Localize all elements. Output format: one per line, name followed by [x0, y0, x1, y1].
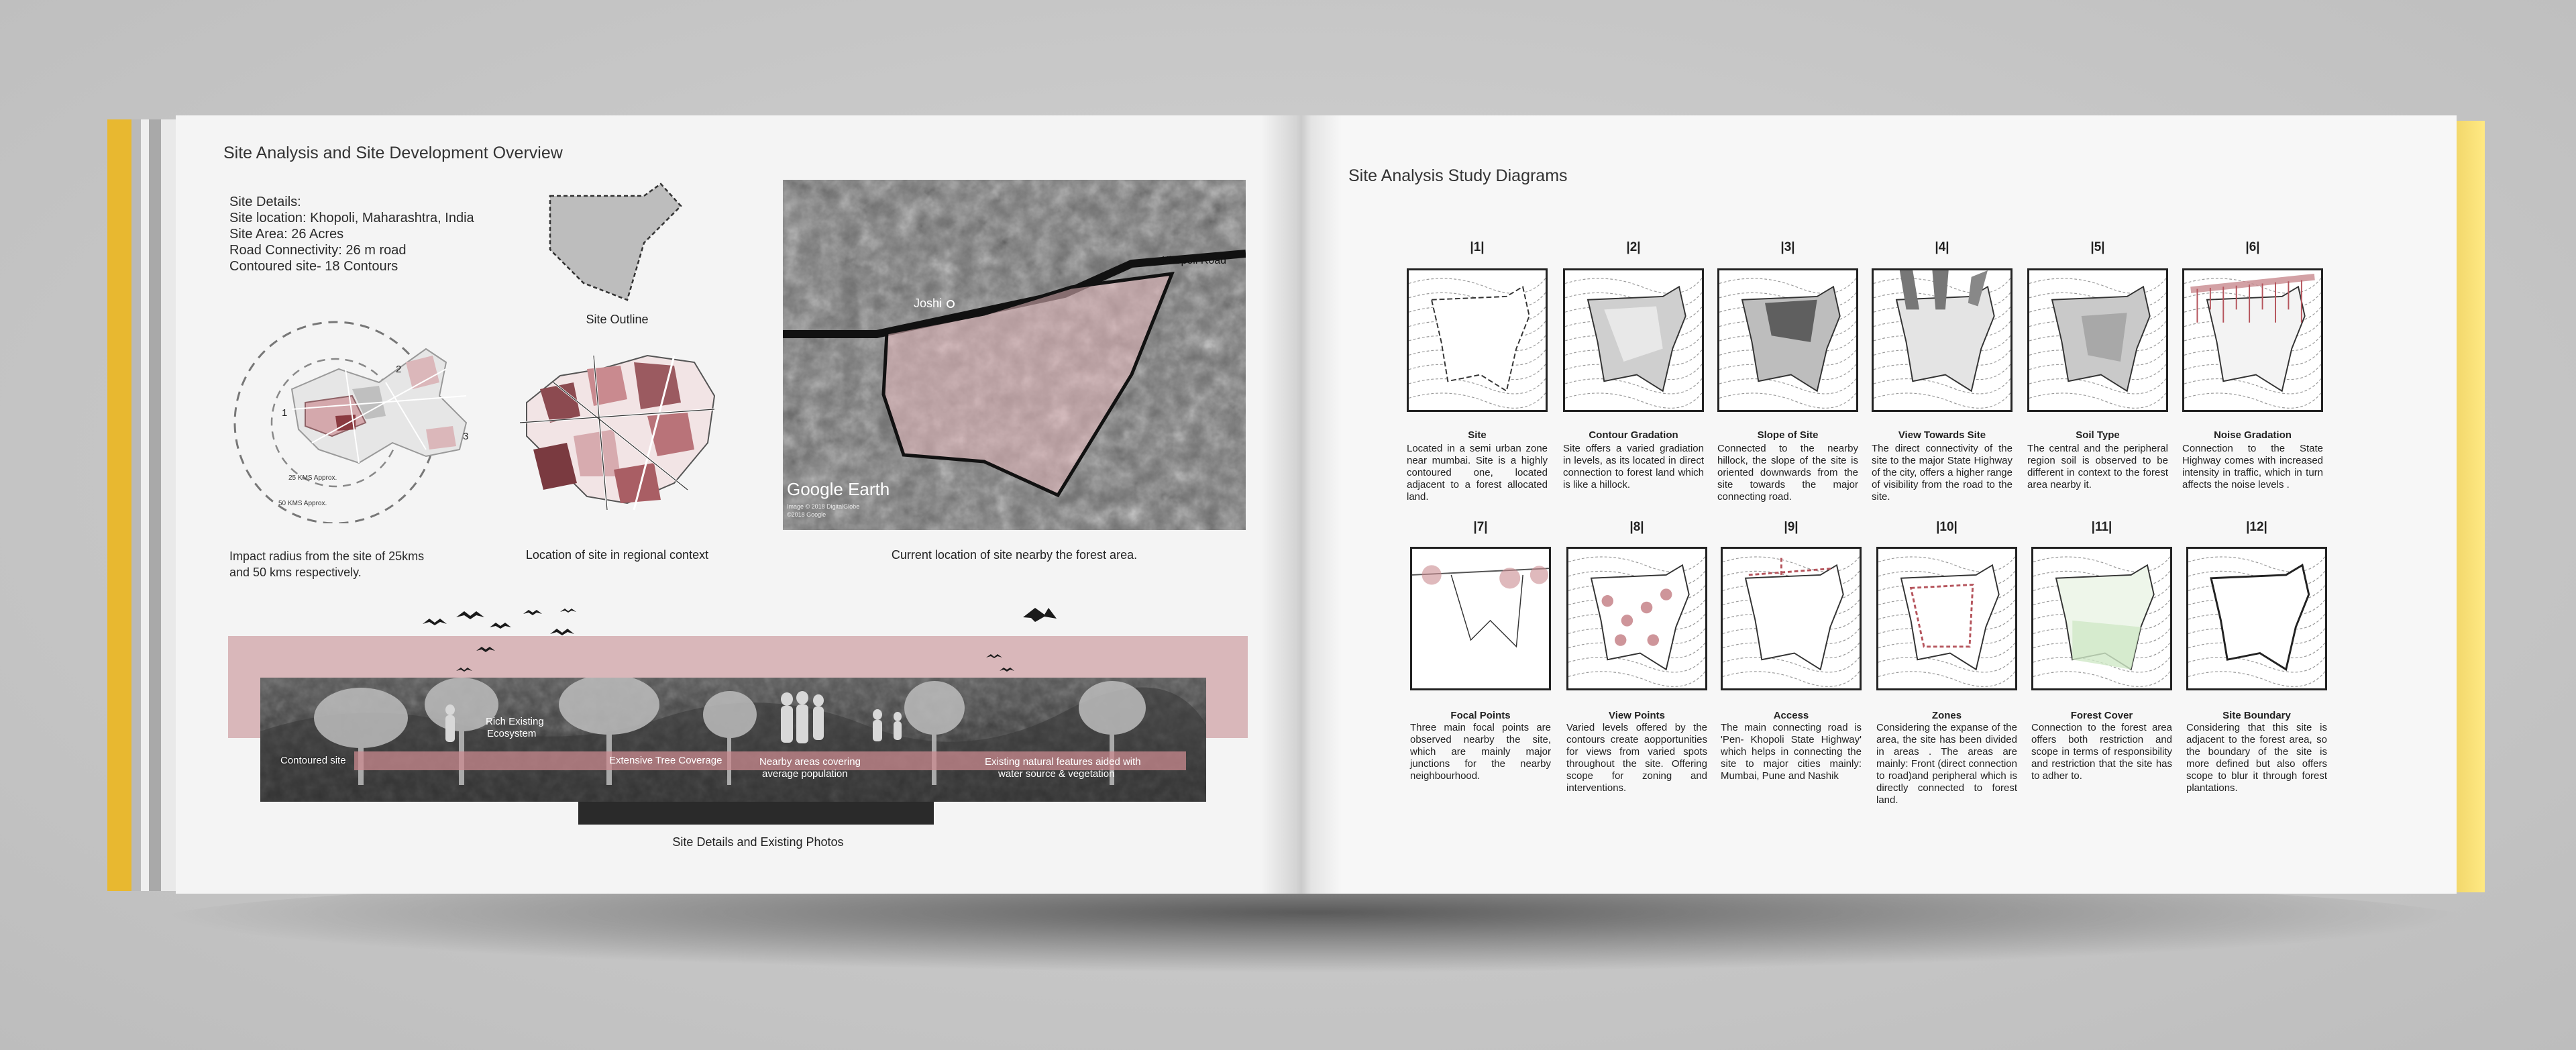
diagram-description: Varied levels offered by the contours create aopportunities for views from varied spots throughout the site. Offering scope for zoning and interventions. [1566, 722, 1707, 794]
diagram-drawing [1719, 270, 1856, 410]
diagram-title: Noise Gradation [2214, 429, 2292, 441]
diagram-drawing [2184, 270, 2321, 410]
diagram-description: The central and the peripheral region soil is observed to be different in context to the forest area nearby it. [2027, 443, 2168, 490]
diagram-number: |4| [1935, 240, 1949, 254]
diagram-number: |2| [1626, 240, 1641, 254]
site-detail-line: Road Connectivity: 26 m road [229, 243, 407, 258]
google-earth-logo: Google Earth [787, 479, 890, 499]
diagram-description: Located in a semi urban zone near mumbai. Site is a highly contoured one, located adjacent to a forest allocated land. [1407, 443, 1548, 503]
diagram-title: Zones [1931, 710, 1962, 721]
diagram-title: View Points [1609, 710, 1665, 721]
diagram-title: Access [1773, 710, 1809, 721]
book-edge-yellow-right [2455, 121, 2485, 892]
diagram-drawing [2033, 549, 2170, 688]
diagram-description: Three main focal points are observed nearby the site, which are mainly major junctions for the nearby neighbourhood. [1410, 722, 1551, 782]
collage-label: Ecosystem [487, 728, 537, 739]
impact-map-label: 3 [463, 431, 469, 442]
diagram-drawing [1874, 270, 2010, 410]
diagram-title: Site [1468, 429, 1487, 441]
diagram-drawing [1878, 549, 2015, 688]
diagram-drawing [1723, 549, 1860, 688]
diagram-thumbnail [1563, 268, 1704, 412]
collage-caption: Site Details and Existing Photos [672, 835, 844, 849]
diagram-drawing [2188, 549, 2325, 688]
diagram-drawing [1565, 270, 1702, 410]
satellite-image [783, 180, 1246, 530]
diagram-drawing [1409, 270, 1546, 410]
diagram-thumbnail [1876, 547, 2017, 690]
site-outline-caption: Site Outline [586, 313, 649, 326]
satellite-caption: Current location of site nearby the forest area. [891, 548, 1138, 562]
diagram-thumbnail [1872, 268, 2012, 412]
radius-50-label: 50 KMS Approx. [278, 500, 327, 507]
diagram-title: Focal Points [1450, 710, 1511, 721]
diagram-thumbnail [2031, 547, 2172, 690]
right-page-title: Site Analysis Study Diagrams [1348, 166, 1568, 185]
collage-label: Rich Existing [486, 716, 544, 727]
diagram-number: |6| [2245, 240, 2260, 254]
regional-context-caption: Location of site in regional context [525, 548, 709, 562]
diagram-drawing [1568, 549, 1705, 688]
diagram-thumbnail [1721, 547, 1862, 690]
diagram-number: |12| [2246, 520, 2267, 534]
site-details [229, 194, 474, 274]
diagram-title: Forest Cover [2070, 710, 2133, 721]
diagram-number: |10| [1936, 520, 1957, 534]
diagram-thumbnail [2027, 268, 2168, 412]
diagram-thumbnail [2182, 268, 2323, 412]
diagram-description: Considering that this site is adjacent to the forest area, so the boundary of the site is more defined but also offers scope to blur it through forest plantations. [2186, 722, 2327, 794]
book-edge-grey [131, 119, 141, 891]
birds-silhouette [416, 604, 1087, 684]
satellite-credit: Image © 2018 DigitalGlobe [787, 503, 860, 510]
diagram-number: |1| [1470, 240, 1485, 254]
diagram-title: Soil Type [2076, 429, 2120, 441]
impact-radius-map [225, 309, 506, 523]
satellite-place-label: Joshi [914, 297, 943, 310]
regional-context-map [513, 342, 721, 517]
book-gutter [1261, 115, 1342, 894]
book-edge-white [141, 119, 149, 891]
diagram-title: Contour Gradation [1589, 429, 1678, 441]
diagram-title: View Towards Site [1898, 429, 1986, 441]
impact-radius-caption [229, 548, 424, 580]
book-edge-yellow-left [107, 119, 131, 891]
left-page-title: Site Analysis and Site Development Overview [223, 144, 563, 162]
site-detail-line: Site location: Khopoli, Maharashtra, India [229, 211, 474, 225]
diagram-number: |3| [1780, 240, 1795, 254]
site-detail-line: Contoured site- 18 Contours [229, 259, 398, 274]
site-outline-shape [543, 182, 691, 303]
diagram-drawing [1412, 549, 1549, 688]
site-details-heading: Site Details: [229, 195, 301, 209]
diagram-title: Slope of Site [1757, 429, 1819, 441]
collage-bottom-photo [578, 802, 934, 825]
diagram-title: Site Boundary [2222, 710, 2291, 721]
collage-label: water source & vegetation [998, 768, 1115, 780]
impact-map-label: 1 [282, 407, 288, 419]
book-edge-white-2 [161, 119, 176, 891]
diagram-description: Connection to the forest area offers both restriction and scope in terms of responsibility and restriction that the site has to adher to. [2031, 722, 2172, 782]
impact-map-label: 2 [396, 364, 402, 375]
diagram-thumbnail [1566, 547, 1707, 690]
diagram-number: |5| [2090, 240, 2105, 254]
diagram-thumbnail [1407, 268, 1548, 412]
diagram-thumbnail [1717, 268, 1858, 412]
diagram-description: Connected to the nearby hillock, the slope of the site is oriented downwards from the site towards the major connecting road. [1717, 443, 1858, 503]
diagram-description: Connection to the State Highway comes with increased intensity in traffic, which in turn affects the noise levels . [2182, 443, 2323, 490]
collage-label: Nearby areas covering [759, 756, 861, 768]
diagram-number: |11| [2091, 520, 2112, 534]
diagram-thumbnail [1410, 547, 1551, 690]
collage-label: Contoured site [280, 755, 346, 766]
collage-label: Extensive Tree Coverage [609, 755, 722, 766]
site-detail-line: Site Area: 26 Acres [229, 227, 344, 242]
diagram-description: The direct connectivity of the site to the major State Highway of the city, offers a higher range of visibility from the road to the site. [1872, 443, 2012, 503]
diagram-thumbnail [2186, 547, 2327, 690]
diagram-drawing [2029, 270, 2166, 410]
collage-photo-strip [260, 678, 1206, 802]
diagram-description: Site offers a varied gradiation in levels, as its located in direct connection to forest land which is like a hillock. [1563, 443, 1704, 490]
satellite-road-label: Khopoli Road [1162, 255, 1227, 266]
diagram-description: Considering the expanse of the area, the site has been divided in areas . The areas are mainly: Front (direct connection to road)and peripheral which is directly connected to forest land. [1876, 722, 2017, 806]
diagram-number: |7| [1473, 520, 1488, 534]
collage-label: average population [762, 768, 848, 780]
diagram-number: |8| [1629, 520, 1644, 534]
satellite-credit: ©2018 Google [787, 511, 826, 518]
impact-caption-line: Impact radius from the site of 25kms [229, 549, 425, 563]
collage-label: Existing natural features aided with [985, 756, 1141, 768]
impact-caption-line: and 50 kms respectively. [229, 566, 362, 579]
book-edge-grey-2 [149, 119, 161, 891]
diagram-number: |9| [1784, 520, 1799, 534]
radius-25-label: 25 KMS Approx. [288, 474, 337, 482]
diagram-description: The main connecting road is 'Pen- Khopoli State Highway' which helps in connecting the site to major cities mainly: Mumbai, Pune and Nashik [1721, 722, 1862, 782]
